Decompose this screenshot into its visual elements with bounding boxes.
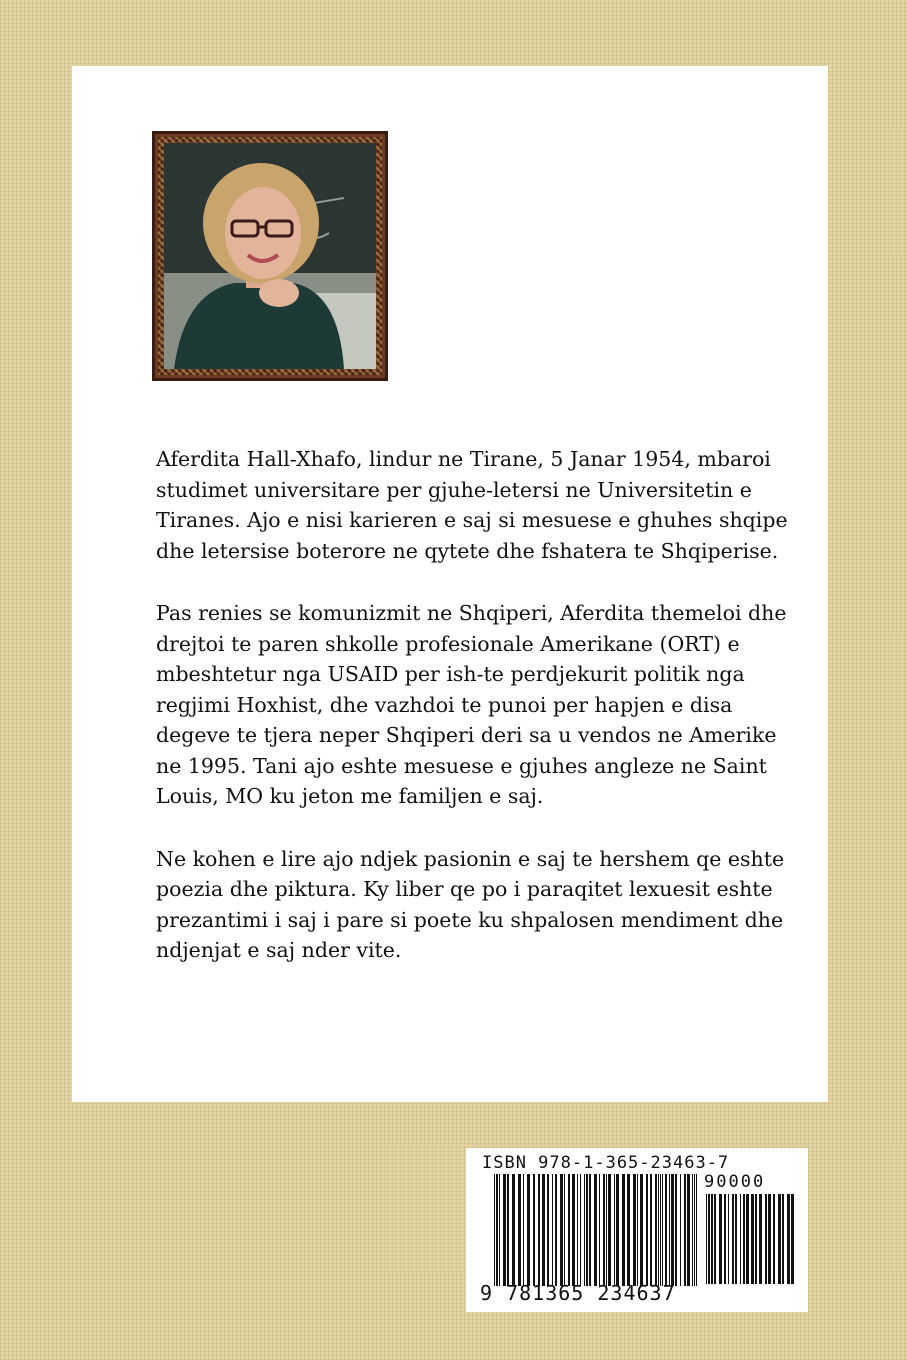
barcode-bar [719,1194,722,1284]
barcode-bar [708,1194,710,1284]
barcode-bar [743,1194,745,1284]
author-bio [156,444,796,998]
barcode-bar [627,1174,630,1286]
barcode-bar [637,1174,638,1286]
barcode-bar [759,1194,762,1284]
barcode-bar [640,1174,643,1286]
barcode-bar [599,1174,600,1286]
isbn-barcode [466,1148,808,1312]
barcode-bar [533,1174,535,1286]
barcode-bar [523,1174,524,1286]
barcode-bar [542,1174,545,1286]
barcode-bar [655,1174,657,1286]
barcode-bar [560,1174,563,1286]
barcode-bar [696,1174,697,1286]
barcode-bar [507,1174,509,1286]
barcode-bar [694,1174,695,1286]
barcode-bar [589,1174,591,1286]
barcode-bar [594,1174,597,1286]
barcode-bar [538,1174,540,1286]
barcode-bar [724,1194,726,1284]
author-photo-frame [152,131,388,381]
barcode-bar [616,1174,619,1286]
barcode-bar [782,1194,784,1284]
bio-paragraph: Aferdita Hall-Xhafo, lindur ne Tirane, 5 Janar 1954, mbaroi studimet universitare per gjuhe-letersi ne Universitetin e Tiranes. Ajo e nisi karieren e saj si mesuese e ghuhes shqipe dhe letersise boterore ne qytete dhe fshatera te Shqiperise. [156,447,788,563]
barcode-bar [586,1174,588,1286]
barcode-bar [687,1174,690,1286]
barcode-bar [577,1174,578,1286]
barcode-bar [572,1174,575,1286]
barcode-bar [547,1174,549,1286]
barcode-bar [658,1174,659,1286]
ean-digits: 9 781365 234637 [480,1281,676,1305]
isbn-label: ISBN 978-1-365-23463-7 [482,1153,730,1173]
barcode-bar [714,1194,716,1284]
barcode-bar [568,1174,570,1286]
barcode-bar [768,1194,771,1284]
barcode-bar [735,1194,737,1284]
barcode-bar [584,1174,585,1286]
barcode-bar [669,1174,670,1286]
barcode-bar [518,1174,521,1286]
barcode-bar [512,1174,515,1286]
barcode-bar [503,1174,506,1286]
barcode-bar [692,1174,693,1286]
barcode-bar [555,1174,557,1286]
barcode-bar [671,1174,674,1286]
barcode-bar [665,1174,667,1286]
barcode-bar [527,1174,530,1286]
barcode-bar [603,1174,605,1286]
addon-bars [706,1194,798,1284]
barcode-bar [662,1174,663,1286]
barcode-bar [706,1194,707,1284]
barcode-bar [622,1174,625,1286]
barcode-bar [711,1194,713,1284]
barcode-bar [740,1194,741,1284]
bio-paragraph: Ne kohen e lire ajo ndjek pasionin e saj te hershem qe eshte poezia dhe piktura. Ky liber qe po i paraqitet lexuesit eshte prezantimi i saj i pare si poete ku shpalosen mendiment dhe ndjenjat e saj nder vite. [156,846,785,962]
barcode-bar [675,1174,677,1286]
barcode-bar [660,1174,661,1286]
barcode-bar [755,1194,757,1284]
bio-paragraph: Pas renies se komunizmit ne Shqiperi, Aferdita themeloi dhe drejtoi te paren shkolle profesionale Amerikane (ORT) e mbeshtetur nga USAID per ish-te perdjekurit politik nga regjimi Hoxhist, dhe vazhdoi te punoi per hapjen e disa degeve te tjera neper Shqiperi deri sa u vendos ne Amerike ne 1995. Tani ajo eshte mesuese e gjuhes angleze ne Saint Louis, MO ku jeton me familjen e saj. [156,601,787,808]
barcode-bar [633,1174,636,1286]
barcode-bar [746,1194,749,1284]
barcode-bar [732,1194,734,1284]
barcode-bar [614,1174,615,1286]
barcode-bar [564,1174,565,1286]
barcode-bar [778,1194,781,1284]
barcode-bar [684,1174,686,1286]
barcode-bar [646,1174,648,1286]
barcode-bar [751,1194,754,1284]
barcode-bar [496,1174,498,1286]
barcode-bar [680,1174,681,1286]
barcode-bar [728,1194,729,1284]
barcode-bar [606,1174,607,1286]
barcode-bar [791,1194,794,1284]
price-code: 90000 [704,1172,766,1192]
barcode-bar [608,1174,611,1286]
barcode-bar [499,1174,500,1286]
author-photo [164,143,376,369]
barcode-bar [580,1174,581,1286]
barcode-bar [552,1174,553,1286]
barcode-bar [494,1174,495,1286]
barcode-bar [650,1174,652,1286]
back-cover-panel [72,66,828,1102]
ean-bars [494,1174,700,1286]
barcode-bar [787,1194,790,1284]
barcode-bar [765,1194,767,1284]
barcode-bar [773,1194,775,1284]
